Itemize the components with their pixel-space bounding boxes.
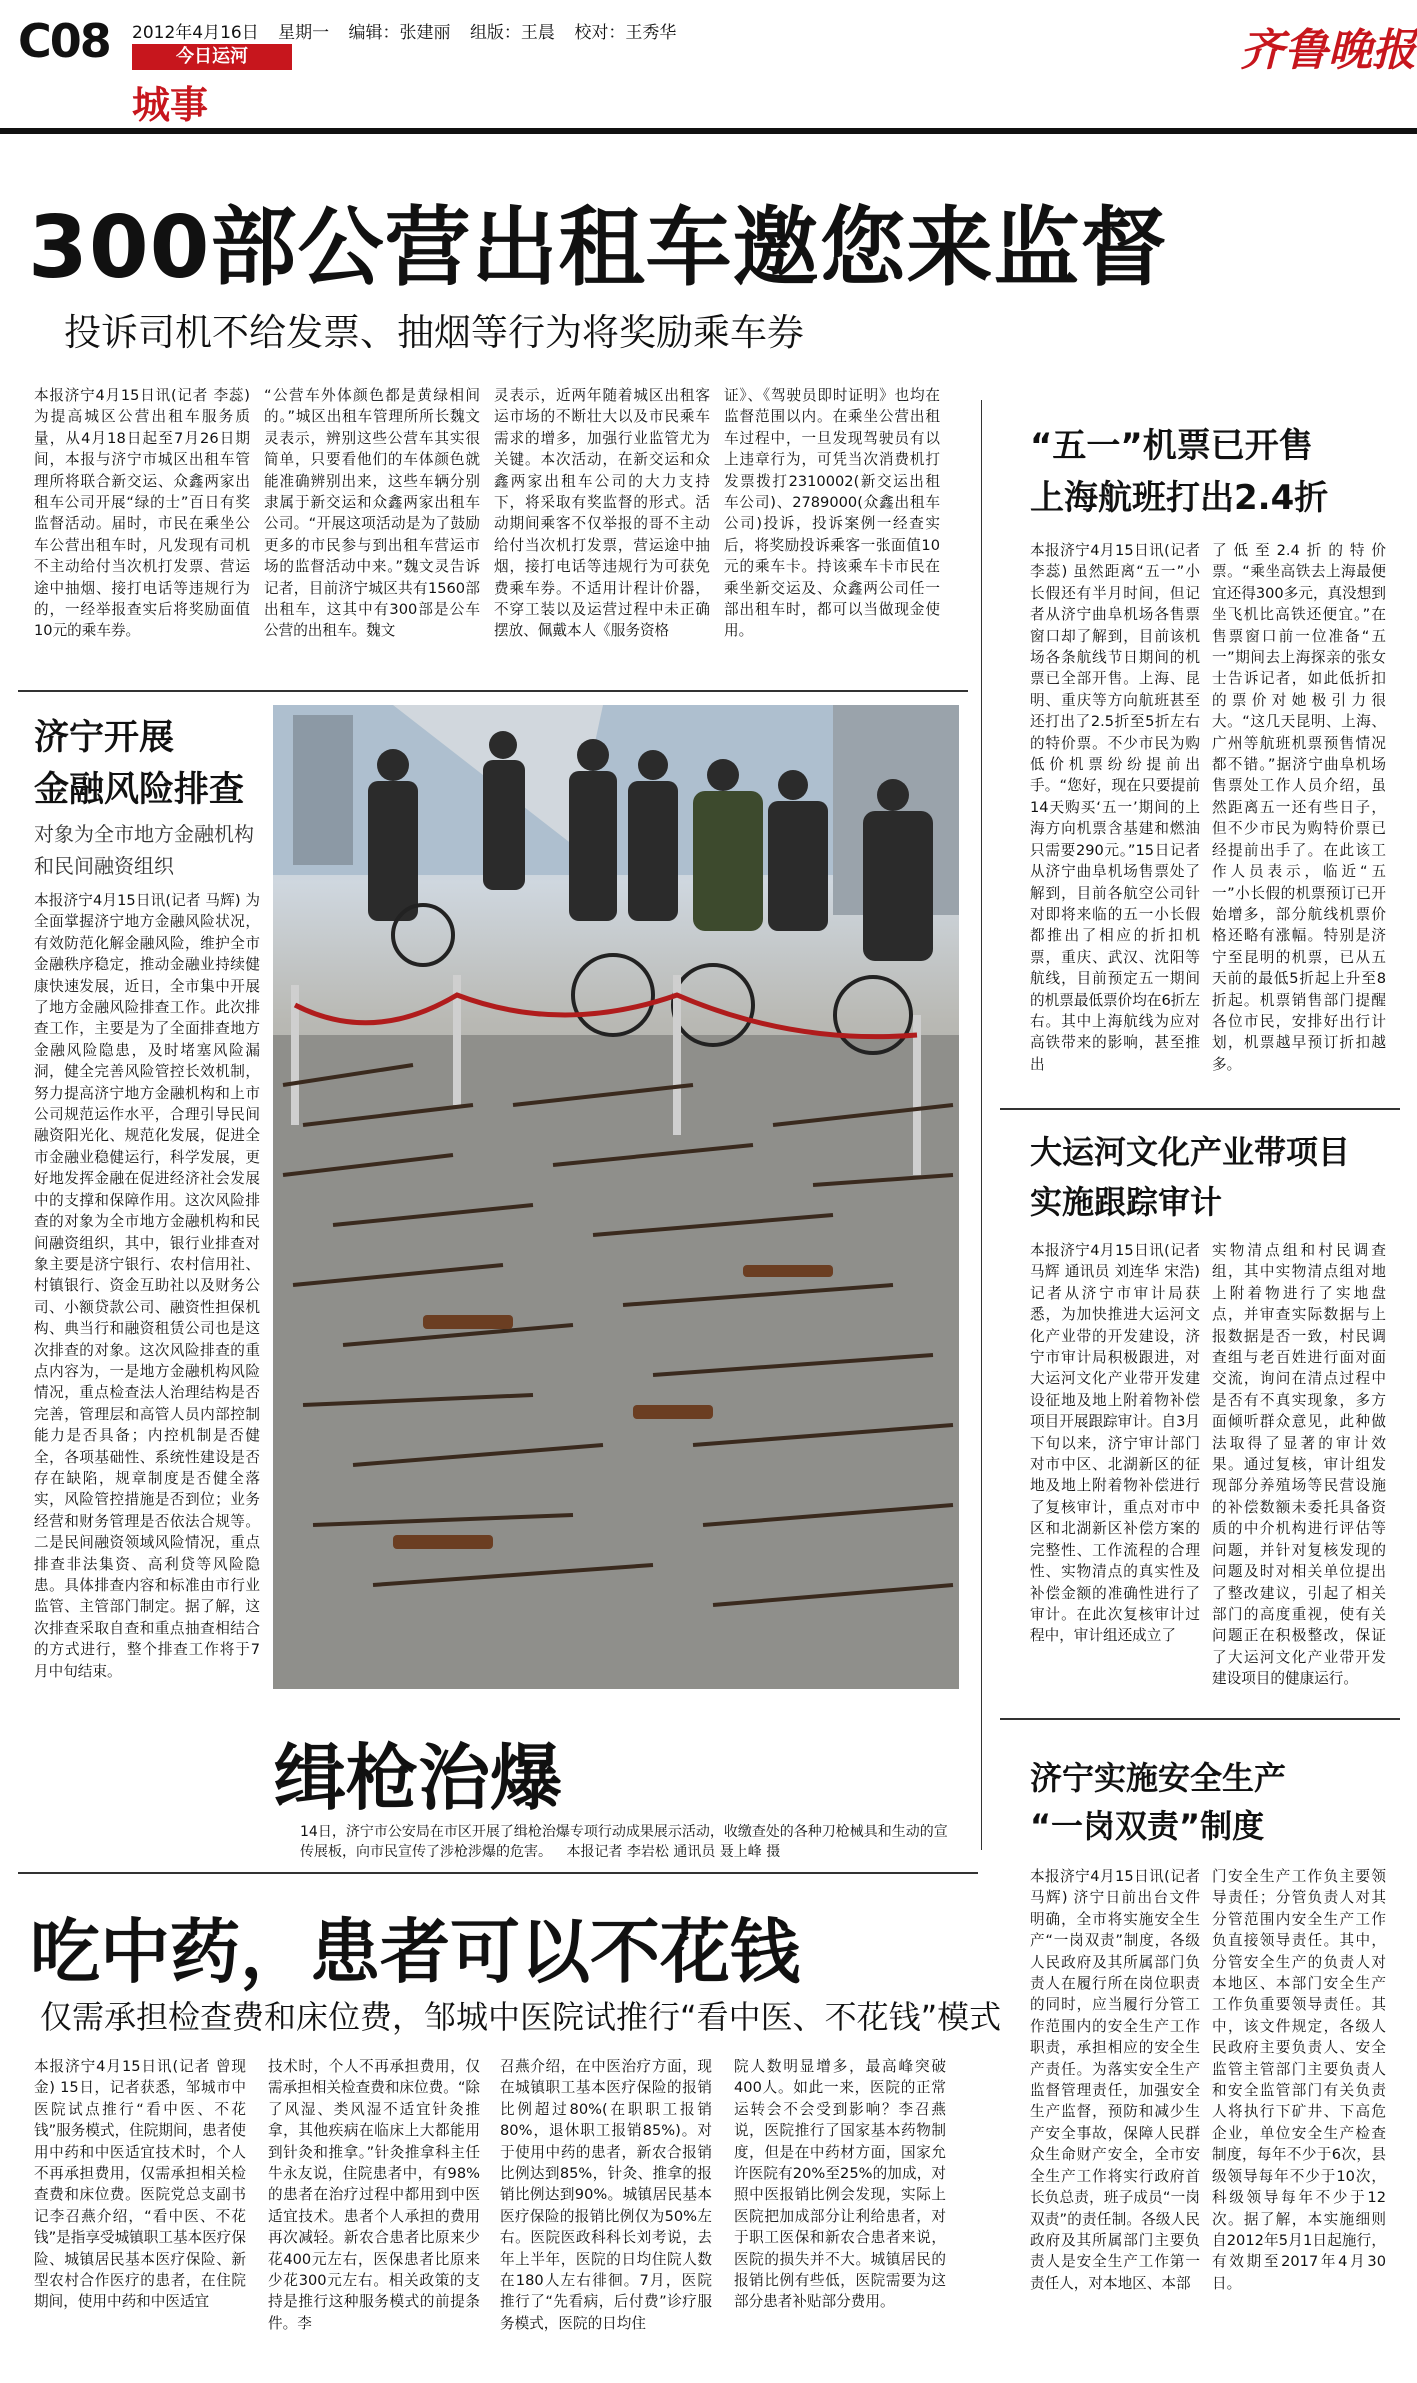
finance-dek: 对象为全市地方金融机构和民间融资组织: [34, 822, 254, 878]
airfare-bottom-rule: [1000, 1108, 1400, 1110]
section-title: 城事: [132, 83, 209, 127]
header-rule: [0, 128, 1417, 134]
photo-caption: [300, 1822, 960, 1862]
lead-headline: 300部公营出租车邀您来监督: [28, 198, 1168, 298]
airfare-col-2: 了低至2.4折的特价票。“乘坐高铁去上海最便宜还得300多元，真没想到坐飞机比高铁还便宜。”在售票窗口前一位准备“五一”期间去上海探亲的张女士告诉记者，如此低折扣的票价对她极引力很大。“这几天昆明、上海、广州等航班机票预售情况都不错。”据济宁曲阜机场售票处工作人员介绍，虽然距离五一还有些日子，但不少市民为购特价票已经提前出手了。在此该工作人员表示，临近“五一”小长假的机票预订已开始增多，部分航线机票价格还略有涨幅。特别是济宁至昆明的机票，已从五天前的最低5折起上升至8折起。机票销售部门提醒各位市民，安排好出行计划，机票越早预订折扣越多。: [1212, 542, 1386, 1073]
tcm-top-rule: [18, 1872, 978, 1874]
page-number: C08: [18, 14, 110, 68]
finance-headline-1: 济宁开展: [34, 717, 175, 758]
tcm-col-1: 本报济宁4月15日讯(记者 曾现金) 15日，记者获悉，邹城市中医院试点推行“看中医、不花钱”服务模式，住院期间，患者使用中药和中医适宜技术时，个人不再承担费用，仅需承担相关检查费和床位费。医院党总支副书记李召燕介绍，“看中医、不花钱”是指享受城镇职工基本医疗保险、城镇居民基本医疗保险、新型农村合作医疗的患者，在住院期间，使用中药和中医适宜: [34, 2058, 246, 2311]
tcm-subhead: 仅需承担检查费和床位费，邹城中医院试推行“看中医、不花钱”模式: [40, 1998, 1002, 2036]
safety-col-2: 门安全生产工作负主要领导责任；分管负责人对其分管范围内安全生产工作负直接领导责任。其中，分管安全生产的负责人对本地区、本部门安全生产工作负重要领导责任。其中，该文件规定，各级人民政府主要负责人、安全监管主管部门主要负责人和安全监管部门有关负责人将执行下矿井、下高危企业，单位安全生产检查制度，每年不少于6次，县级领导每年不少于10次，科级领导每年不少于12次。据了解，本实施细则自2012年5月1日起施行，有效期至2017年4月30日。: [1212, 1868, 1386, 2292]
photo-seized-weapons: [273, 705, 959, 1689]
right-column-divider: [981, 400, 982, 1850]
masthead-meta: [132, 18, 690, 43]
tcm-col-3: 召燕介绍，在中医治疗方面，现在城镇职工基本医疗保险的报销比例超过80%(在职职工报销80%，退休职工报销85%)。对于使用中药的患者，新农合报销比例达到85%，针灸、推拿的报销比例达到90%。城镇居民基本医疗保险的报销比例仅为50%左右。医院医政科科长刘考说，去年上半年，医院的日均住院人数在180人左右徘徊。7月，医院推行了“先看病，后付费”诊疗服务模式，医院的日均住: [500, 2058, 712, 2332]
photo-credit: 本报记者 李岩松 通讯员 聂上峰 摄: [566, 1844, 781, 1860]
lead-subhead: 投诉司机不给发票、抽烟等行为将奖励乘车券: [64, 311, 804, 354]
lead-bottom-rule: [18, 690, 968, 692]
canal-headline-1: 大运河文化产业带项目: [1030, 1133, 1351, 1171]
editor-credit: 编辑：张建丽: [348, 23, 451, 43]
safety-headline-1: 济宁实施安全生产: [1030, 1759, 1287, 1797]
lead-col-1: 本报济宁4月15日讯(记者 李蕊) 为提高城区公营出租车服务质量，从4月18日起至7月26日期间，本报与济宁市城区出租车管理所将联合新交运、众鑫两家出租车公司开展“绿的士”百日有奖监督活动。届时，市民在乘坐公车公营出租车时，凡发现有司机不主动给付当次机打发票、营运途中抽烟、接打电话等违规行为的，一经举报查实后将奖励面值10元的乘车券。: [34, 387, 250, 640]
airfare-headline-1: “五一”机票已开售: [1030, 426, 1313, 466]
tcm-col-2: 技术时，个人不再承担费用，仅需承担相关检查费和床位费。“除了风湿、类风湿不适宜针灸推拿，其他疾病在临床上大都能用到针灸和推拿。”针灸推拿科主任牛永友说，住院患者中，有98%的患者在治疗过程中都用到中医适宜技术。患者个人承担的费用再次减轻。新农合患者比原来少花400元左右，医保患者比原来少花300元左右。相关政策的支持是推行这种服务模式的前提条件。李: [268, 2058, 480, 2332]
safety-headline-2: “一岗双责”制度: [1030, 1807, 1265, 1845]
column-tag: 今日运河: [132, 44, 292, 70]
tcm-headline: 吃中药，患者可以不花钱: [30, 1910, 800, 1993]
finance-body: 本报济宁4月15日讯(记者 马辉) 为全面掌握济宁地方金融风险状况，有效防范化解金融风险，维护全市金融秩序稳定，推动金融业持续健康快速发展，近日，全市集中开展了地方金融风险排查工作。此次排查工作，主要是为了全面排查地方金融风险隐患，及时堵塞风险漏洞，健全完善风险管控长效机制，努力提高济宁地方金融机构和上市公司规范运作水平，合理引导民间融资阳光化、规范化发展，促进全市金融业稳健运行，科学发展，更好地发挥金融在促进经济社会发展中的支撑和保障作用。这次风险排查的对象为全市地方金融机构和民间融资组织，其中，银行业排查对象主要是济宁银行、农村信用社、村镇银行、资金互助社以及财务公司、小额贷款公司、融资性担保机构、典当行和融资租赁公司也是这次排查的对象。这次风险排查的重点内容为，一是地方金融机构风险情况，重点检查法人治理结构是否完善，管理层和高管人员内部控制能力是否具备；内控机制是否健全，各项基础性、系统性建设是否存在缺陷，规章制度是否健全落实，风险管控措施是否到位；业务经营和财务管理是否依法合规等。二是民间融资领域风险情况，重点排查非法集资、高利贷等风险隐患。具体排查内容和标准由市行业监管、主管部门制定。据了解，这次排查采取自查和重点抽查相结合的方式进行，整个排查工作将于7月中旬结束。: [34, 892, 260, 1680]
issue-date: 2012年4月16日: [132, 23, 259, 43]
canal-headline-2: 实施跟踪审计: [1030, 1183, 1223, 1221]
issue-weekday: 星期一: [278, 23, 330, 43]
canal-bottom-rule: [1000, 1718, 1400, 1720]
proof-credit: 校对：王秀华: [574, 23, 677, 43]
canal-col-1: 本报济宁4月15日讯(记者 马辉 通讯员 刘连华 宋浩) 记者从济宁市审计局获悉，为加快推进大运河文化产业带的开发建设，济宁市审计局积极跟进，对大运河文化产业带开发建设征地及地上附着物补偿项目开展跟踪审计。自3月下旬以来，济宁审计部门对市中区、北湖新区的征地及地上附着物补偿进行了复核审计，重点对市中区和北湖新区补偿方案的完整性、工作流程的合理性、实物清点的真实性及补偿金额的准确性进行了审计。在此次复核审计过程中，审计组还成立了: [1030, 1242, 1200, 1645]
tcm-col-4: 院人数明显增多，最高峰突破400人。如此一来，医院的正常运转会不会受到影响？李召燕说，医院推行了国家基本药物制度，但是在中药材方面，国家允许医院有20%至25%的加成，对照中医报销比例会发现，实际上医院把加成部分让利给患者，对于职工医保和新农合患者来说，医院的损失并不大。城镇居民的报销比例有些低，医院需要为这部分患者补贴部分费用。: [734, 2058, 946, 2311]
photo-title: 缉枪治爆: [274, 1735, 563, 1820]
photo-caption-text: 14日，济宁市公安局在市区开展了缉枪治爆专项行动成果展示活动，收缴查处的各种刀枪械具和生动的宣传展板，向市民宣传了涉枪涉爆的危害。: [300, 1824, 948, 1860]
newspaper-logo: 齐鲁晚报: [1240, 25, 1416, 76]
finance-headline-2: 金融风险排查: [34, 769, 245, 810]
lead-col-2: “公营车外体颜色都是黄绿相间的。”城区出租车管理所所长魏文灵表示，辨别这些公营车其实很简单，只要看他们的车体颜色就能准确辨别出来，这些车辆分别隶属于新交运和众鑫两家出租车公司。“开展这项活动是为了鼓励更多的市民参与到出租车营运市场的监督活动中来。”魏文灵告诉记者，目前济宁城区共有1560部出租车，这其中有300部是公车公营的出租车。魏文: [264, 387, 480, 640]
canal-col-2: 实物清点组和村民调查组，其中实物清点组对地上附着物进行了实地盘点，并审查实际数据与上报数据是否一致，村民调查组与老百姓进行面对面交流，询问在清点过程中是否有不真实现象，多方面倾听群众意见，此种做法取得了显著的审计效果。通过复核，审计组发现部分养殖场等民营设施的补偿数额未委托具备资质的中介机构进行评估等问题，并针对复核发现的问题及时对相关单位提出了整改建议，引起了相关部门的高度重视，使有关问题正在积极整改，保证了大运河文化产业带开发建设项目的健康运行。: [1212, 1242, 1386, 1688]
photo-illustration: [273, 705, 959, 1689]
safety-col-1: 本报济宁4月15日讯(记者 马辉) 济宁日前出台文件明确，全市将实施安全生产“一岗双责”制度，各级人民政府及其所属部门负责人在履行所在岗位职责的同时，应当履行分管工作范围内的安全生产工作职责，承担相应的安全生产责任。为落实安全生产监督管理责任，加强安全生产监督，预防和减少生产安全事故，保障人民群众生命财产安全，全市安全生产工作将实行政府首长负总责，班子成员“一岗双责”的责任制。各级人民政府及其所属部门主要负责人是安全生产工作第一责任人，对本地区、本部: [1030, 1868, 1200, 2292]
airfare-headline-2: 上海航班打出2.4折: [1030, 478, 1329, 518]
lead-col-4: 证》、《驾驶员即时证明》也均在监督范围以内。在乘坐公营出租车过程中，一旦发现驾驶员有以上违章行为，可凭当次消费机打发票拨打2310002(新交运出租车公司)、2789000(众鑫出租车公司)投诉，投诉案例一经查实后，将奖励投诉乘客一张面值10元的乘车卡。持该乘车卡市民在乘坐新交运及、众鑫两公司任一部出租车时，都可以当做现金使用。: [724, 387, 940, 640]
airfare-col-1: 本报济宁4月15日讯(记者 李蕊) 虽然距离“五一”小长假还有半月时间，但记者从济宁曲阜机场各售票窗口却了解到，目前该机场各条航线节日期间的机票已全部开售。上海、昆明、重庆等方向航班甚至还打出了2.5折至5折左右的特价票。不少市民为购低价机票纷纷提前出手。“您好，现在只要提前14天购买‘五一’期间的上海方向机票含基建和燃油只需要290元。”15日记者从济宁曲阜机场售票处了解到，目前各航空公司针对即将来临的五一小长假都推出了相应的折扣机票，重庆、武汉、沈阳等航线，目前预定五一期间的机票最低票价均在6折左右。其中上海航线为应对高铁带来的影响，甚至推出: [1030, 542, 1200, 1073]
lead-col-3: 灵表示，近两年随着城区出租客运市场的不断壮大以及市民乘车需求的增多，加强行业监管尤为关键。本次活动，在新交运和众鑫两家出租车公司的大力支持下，将采取有奖监督的形式。活动期间乘客不仅举报的哥不主动给付当次机打发票，营运途中抽烟，接打电话等违规行为可获免费乘车券。不适用计程计价器，不穿工装以及运营过程中未正确摆放、佩戴本人《服务资格: [494, 387, 710, 640]
layout-credit: 组版：王晨: [469, 23, 555, 43]
